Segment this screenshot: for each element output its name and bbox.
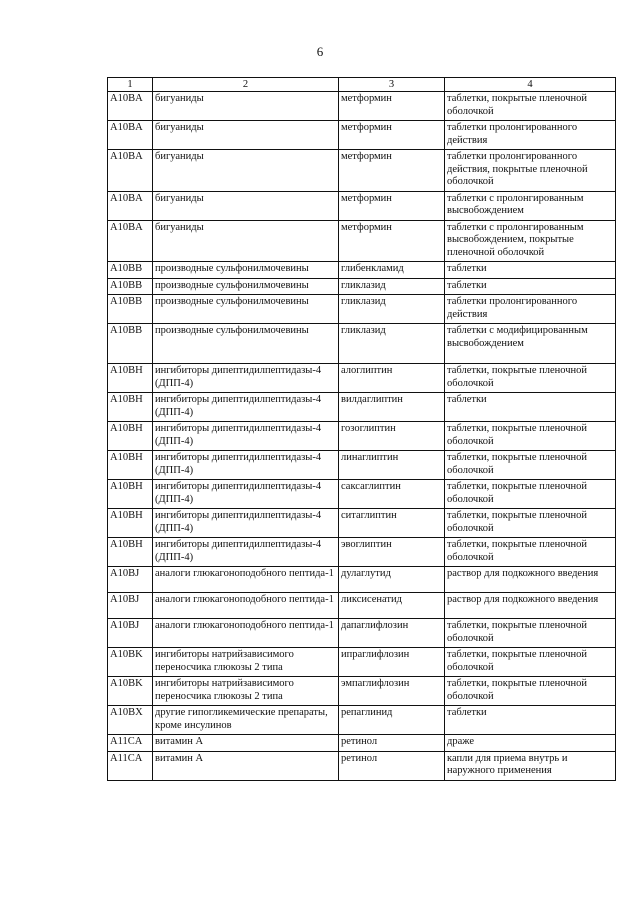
table-row	[108, 619, 616, 648]
substance-cell: гликлазид	[339, 295, 445, 324]
atc-code-cell: A10BH	[108, 538, 153, 567]
atc-code-cell: A10BH	[108, 364, 153, 393]
group-cell: витамин А	[153, 751, 339, 780]
table-row	[108, 364, 616, 393]
table-row	[108, 648, 616, 677]
group-cell: бигуаниды	[153, 220, 339, 262]
atc-code-cell: A10BH	[108, 451, 153, 480]
atc-code-cell: A11CA	[108, 751, 153, 780]
table-row	[108, 451, 616, 480]
atc-code-cell: A10BJ	[108, 593, 153, 619]
table-row	[108, 567, 616, 593]
table-row	[108, 422, 616, 451]
dosage-form-cell: раствор для подкожного введения	[445, 593, 616, 619]
dosage-form-cell: таблетки, покрытые пленочной оболочкой	[445, 648, 616, 677]
dosage-form-cell: таблетки, покрытые пленочной оболочкой	[445, 480, 616, 509]
group-cell: ингибиторы дипептидилпептидазы-4 (ДПП-4)	[153, 538, 339, 567]
group-cell: ингибиторы дипептидилпептидазы-4 (ДПП-4)	[153, 480, 339, 509]
table-row	[108, 324, 616, 364]
atc-code-cell: A10BK	[108, 648, 153, 677]
table-row	[108, 677, 616, 706]
substance-cell: эмпаглифлозин	[339, 677, 445, 706]
substance-cell: гликлазид	[339, 324, 445, 364]
dosage-form-cell: таблетки, покрытые пленочной оболочкой	[445, 451, 616, 480]
drug-table	[107, 77, 616, 781]
atc-code-cell: A10BJ	[108, 619, 153, 648]
substance-cell: метформин	[339, 92, 445, 121]
dosage-form-cell: таблетки, покрытые пленочной оболочкой	[445, 92, 616, 121]
atc-code-cell: A10BJ	[108, 567, 153, 593]
atc-code-cell: A10BA	[108, 220, 153, 262]
atc-code-cell: A10BB	[108, 262, 153, 279]
group-cell: ингибиторы натрийзависимого переносчика глюкозы 2 типа	[153, 677, 339, 706]
dosage-form-cell: таблетки, покрытые пленочной оболочкой	[445, 619, 616, 648]
substance-cell: дапаглифлозин	[339, 619, 445, 648]
substance-cell: ликсисенатид	[339, 593, 445, 619]
dosage-form-cell: таблетки с модифицированным высвобождением	[445, 324, 616, 364]
substance-cell: саксаглиптин	[339, 480, 445, 509]
dosage-form-cell: таблетки	[445, 278, 616, 295]
table-row	[108, 593, 616, 619]
table-header-row	[108, 78, 616, 92]
atc-code-cell: A10BA	[108, 92, 153, 121]
dosage-form-cell: таблетки, покрытые пленочной оболочкой	[445, 538, 616, 567]
substance-cell: репаглинид	[339, 706, 445, 735]
table-row	[108, 92, 616, 121]
atc-code-cell: A10BK	[108, 677, 153, 706]
table-row	[108, 220, 616, 262]
group-cell: бигуаниды	[153, 191, 339, 220]
group-cell: ингибиторы дипептидилпептидазы-4 (ДПП-4)	[153, 451, 339, 480]
dosage-form-cell: таблетки, покрытые пленочной оболочкой	[445, 364, 616, 393]
table-row	[108, 538, 616, 567]
group-cell: ингибиторы натрийзависимого переносчика глюкозы 2 типа	[153, 648, 339, 677]
dosage-form-cell: таблетки	[445, 706, 616, 735]
table-row	[108, 751, 616, 780]
group-cell: производные сульфонилмочевины	[153, 278, 339, 295]
group-cell: бигуаниды	[153, 92, 339, 121]
dosage-form-cell: таблетки	[445, 393, 616, 422]
substance-cell: ретинол	[339, 735, 445, 752]
substance-cell: ипраглифлозин	[339, 648, 445, 677]
column-header-1: 1	[108, 78, 153, 92]
dosage-form-cell: таблетки с пролонгированным высвобождением, покрытые пленочной оболочкой	[445, 220, 616, 262]
atc-code-cell: A10BA	[108, 191, 153, 220]
substance-cell: гликлазид	[339, 278, 445, 295]
substance-cell: метформин	[339, 121, 445, 150]
group-cell: аналоги глюкагоноподобного пептида-1	[153, 567, 339, 593]
substance-cell: гозоглиптин	[339, 422, 445, 451]
column-header-4: 4	[445, 78, 616, 92]
atc-code-cell: A11CA	[108, 735, 153, 752]
atc-code-cell: A10BX	[108, 706, 153, 735]
substance-cell: метформин	[339, 220, 445, 262]
dosage-form-cell: таблетки	[445, 262, 616, 279]
substance-cell: линаглиптин	[339, 451, 445, 480]
substance-cell: эвоглиптин	[339, 538, 445, 567]
table-row	[108, 509, 616, 538]
dosage-form-cell: таблетки пролонгированного действия, покрытые пленочной оболочкой	[445, 150, 616, 192]
dosage-form-cell: таблетки, покрытые пленочной оболочкой	[445, 422, 616, 451]
substance-cell: глибенкламид	[339, 262, 445, 279]
table-row	[108, 706, 616, 735]
dosage-form-cell: таблетки, покрытые пленочной оболочкой	[445, 509, 616, 538]
atc-code-cell: A10BH	[108, 480, 153, 509]
group-cell: аналоги глюкагоноподобного пептида-1	[153, 593, 339, 619]
group-cell: ингибиторы дипептидилпептидазы-4 (ДПП-4)	[153, 509, 339, 538]
atc-code-cell: A10BB	[108, 278, 153, 295]
group-cell: ингибиторы дипептидилпептидазы-4 (ДПП-4)	[153, 422, 339, 451]
table-row	[108, 262, 616, 279]
table-row	[108, 295, 616, 324]
substance-cell: метформин	[339, 191, 445, 220]
substance-cell: ситаглиптин	[339, 509, 445, 538]
group-cell: производные сульфонилмочевины	[153, 295, 339, 324]
table-row	[108, 150, 616, 192]
group-cell: витамин А	[153, 735, 339, 752]
substance-cell: вилдаглиптин	[339, 393, 445, 422]
table-row	[108, 191, 616, 220]
column-header-3: 3	[339, 78, 445, 92]
atc-code-cell: A10BA	[108, 121, 153, 150]
group-cell: производные сульфонилмочевины	[153, 324, 339, 364]
table-row	[108, 393, 616, 422]
column-header-2: 2	[153, 78, 339, 92]
atc-code-cell: A10BA	[108, 150, 153, 192]
dosage-form-cell: драже	[445, 735, 616, 752]
dosage-form-cell: капли для приема внутрь и наружного применения	[445, 751, 616, 780]
table-row	[108, 121, 616, 150]
atc-code-cell: A10BB	[108, 295, 153, 324]
group-cell: бигуаниды	[153, 121, 339, 150]
group-cell: другие гипогликемические препараты, кроме инсулинов	[153, 706, 339, 735]
group-cell: аналоги глюкагоноподобного пептида-1	[153, 619, 339, 648]
atc-code-cell: A10BH	[108, 422, 153, 451]
table-row	[108, 480, 616, 509]
substance-cell: дулаглутид	[339, 567, 445, 593]
dosage-form-cell: таблетки с пролонгированным высвобождением	[445, 191, 616, 220]
substance-cell: ретинол	[339, 751, 445, 780]
substance-cell: метформин	[339, 150, 445, 192]
group-cell: производные сульфонилмочевины	[153, 262, 339, 279]
atc-code-cell: A10BH	[108, 393, 153, 422]
table-body	[108, 92, 616, 781]
group-cell: ингибиторы дипептидилпептидазы-4 (ДПП-4)	[153, 364, 339, 393]
table-row	[108, 735, 616, 752]
substance-cell: алоглиптин	[339, 364, 445, 393]
dosage-form-cell: раствор для подкожного введения	[445, 567, 616, 593]
group-cell: ингибиторы дипептидилпептидазы-4 (ДПП-4)	[153, 393, 339, 422]
group-cell: бигуаниды	[153, 150, 339, 192]
page-number: 6	[316, 44, 324, 59]
dosage-form-cell: таблетки, покрытые пленочной оболочкой	[445, 677, 616, 706]
atc-code-cell: A10BH	[108, 509, 153, 538]
dosage-form-cell: таблетки пролонгированного действия	[445, 121, 616, 150]
atc-code-cell: A10BB	[108, 324, 153, 364]
table-row	[108, 278, 616, 295]
dosage-form-cell: таблетки пролонгированного действия	[445, 295, 616, 324]
